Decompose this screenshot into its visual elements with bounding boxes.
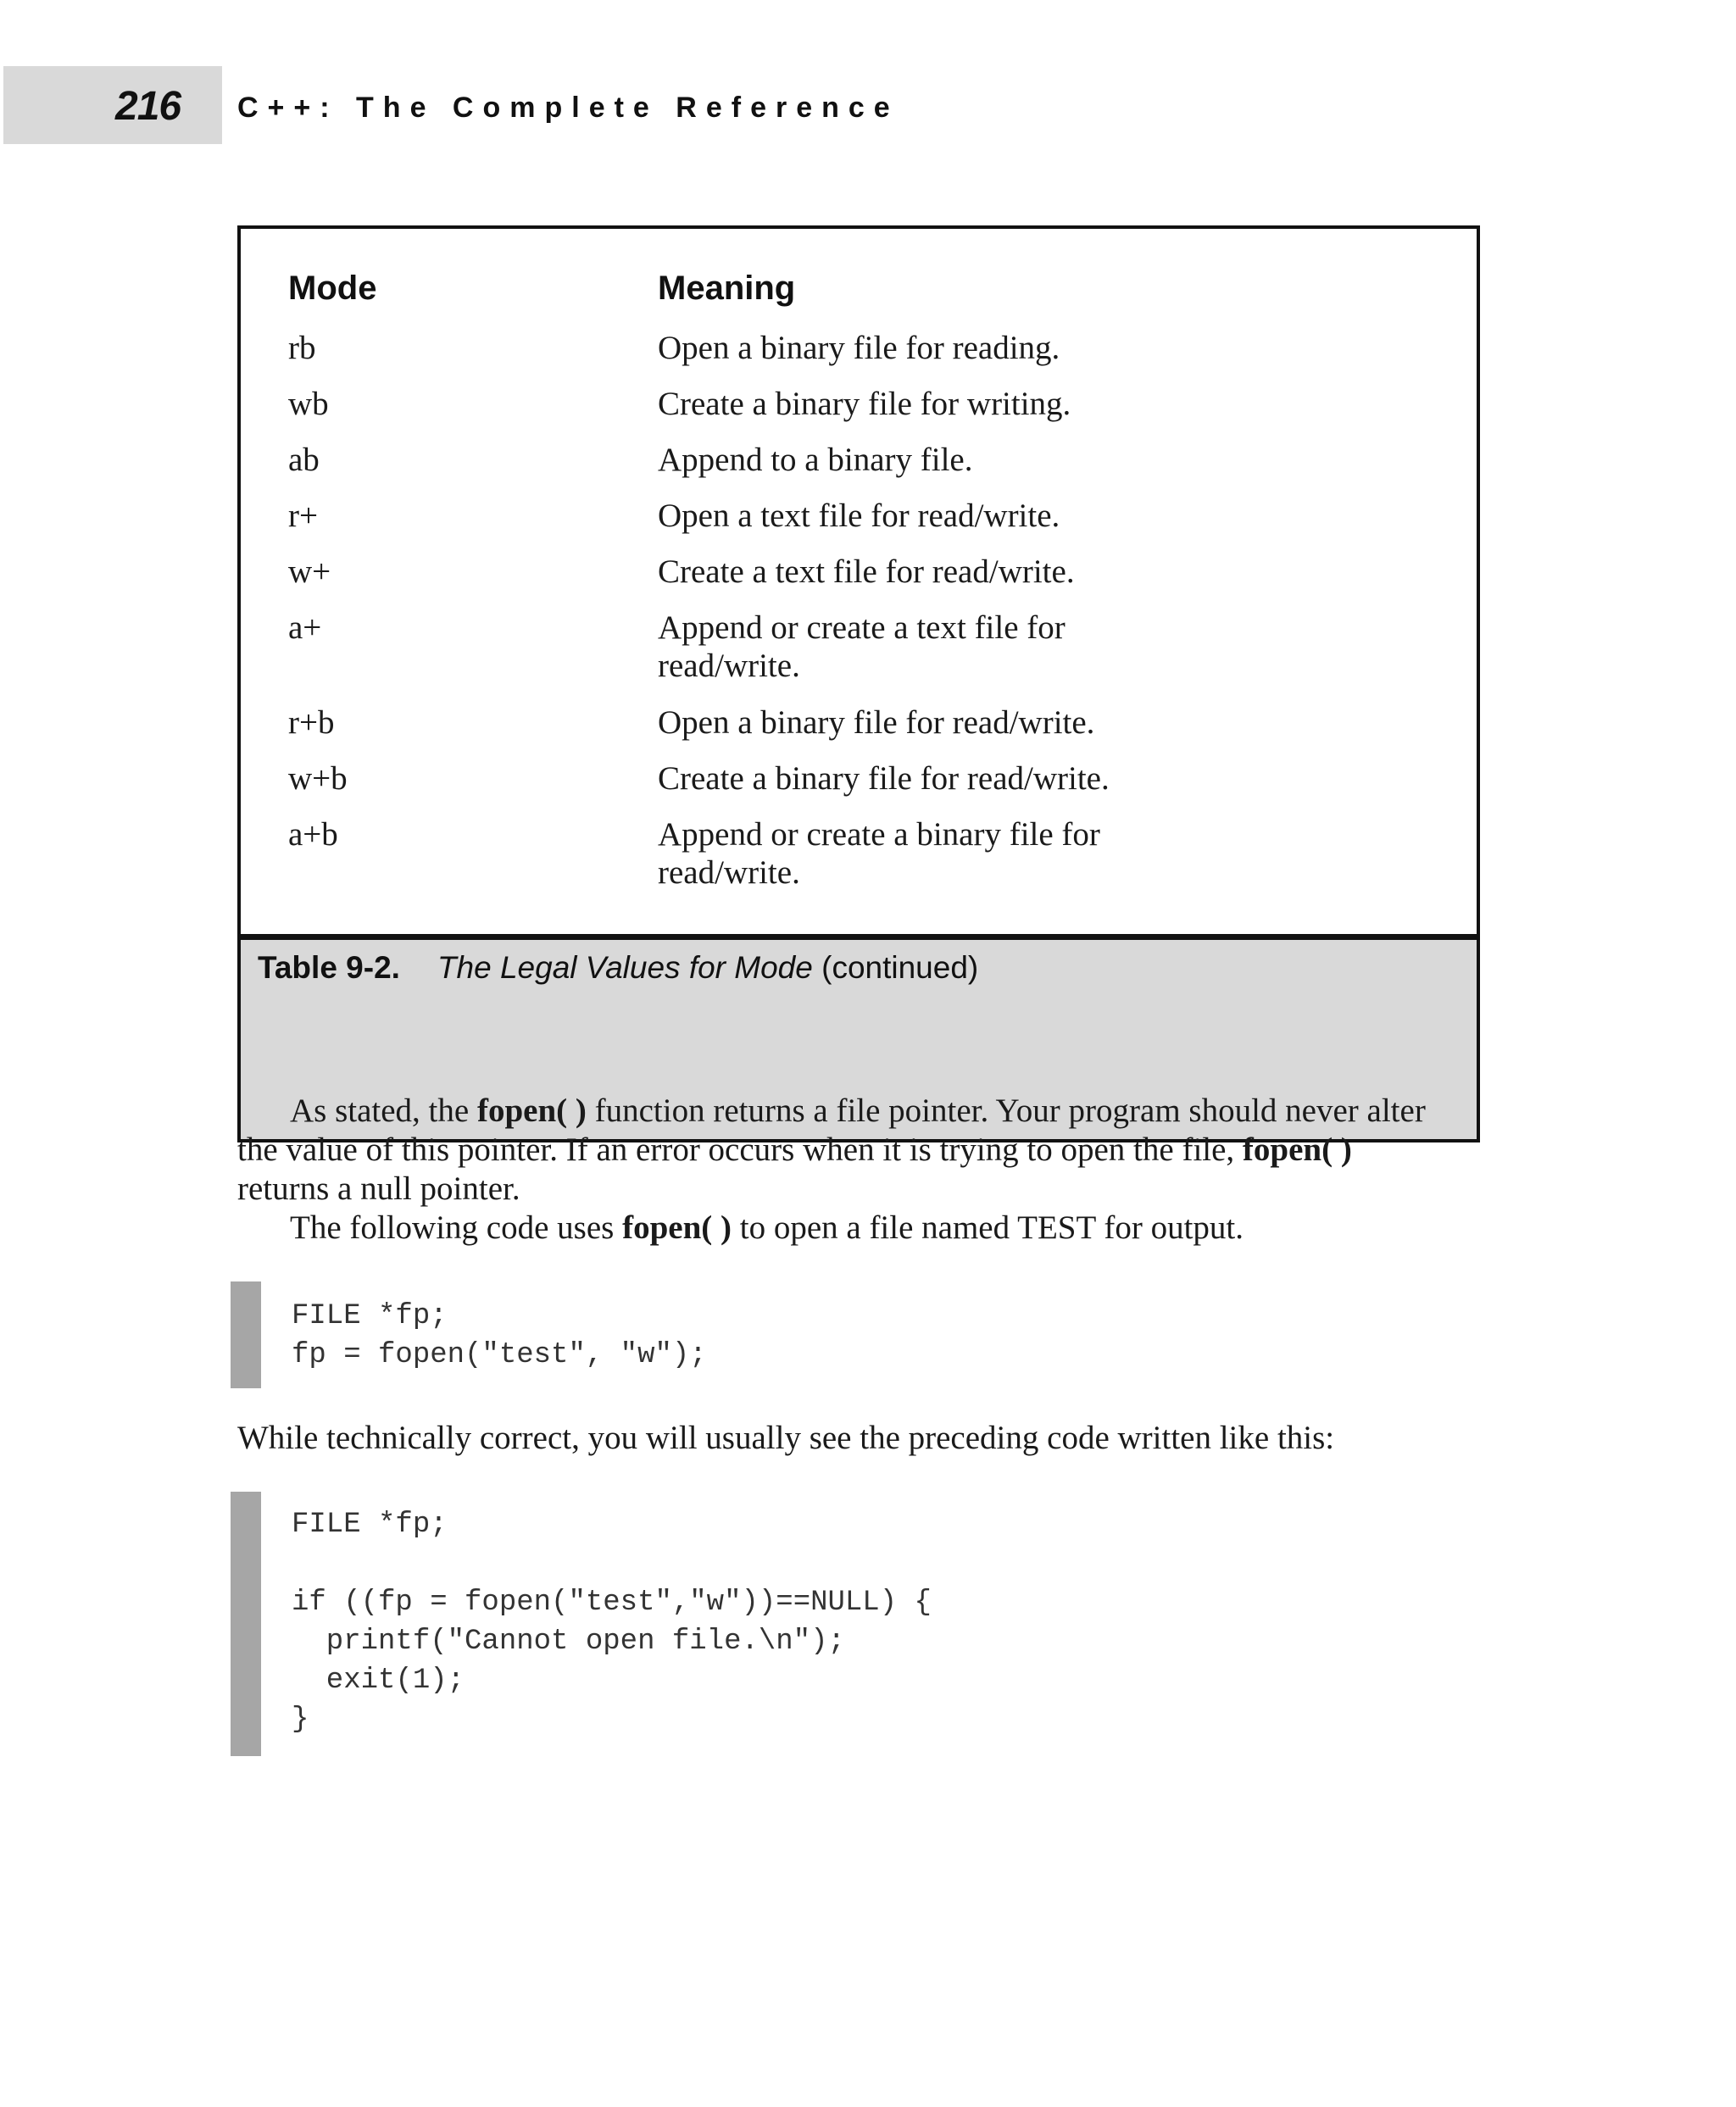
page-number-tab bbox=[3, 66, 222, 144]
code-block bbox=[231, 1492, 1248, 1756]
table-caption-label: Table 9-2. bbox=[258, 950, 400, 985]
mode-cell: w+b bbox=[288, 760, 348, 797]
page-number: 216 bbox=[115, 84, 181, 129]
meaning-cell: Open a binary file for reading. bbox=[658, 330, 1060, 366]
paragraph-text: function returns a file pointer. Your program should never alter the value of this pointer. If an error occurs when it is trying to open the file, bbox=[237, 1092, 1426, 1168]
paragraph-text: to open a file named TEST for output. bbox=[731, 1209, 1244, 1246]
table-caption-title: The Legal Values for Mode bbox=[437, 950, 813, 985]
code-lines bbox=[292, 1297, 707, 1375]
mode-cell: a+ bbox=[288, 609, 322, 646]
code-line: printf("Cannot open file.\n"); bbox=[292, 1626, 845, 1658]
mode-cell: a+b bbox=[288, 816, 338, 853]
code-line: } bbox=[292, 1704, 309, 1736]
code-margin-bar bbox=[231, 1281, 261, 1388]
meaning-cell: Create a binary file for read/write. bbox=[658, 760, 1110, 797]
paragraph: While technically correct, you will usually see the preceding code written like this: bbox=[237, 1420, 1335, 1456]
mode-cell: wb bbox=[288, 386, 329, 422]
column-header-meaning: Meaning bbox=[658, 270, 796, 307]
paragraph bbox=[237, 1209, 1441, 1248]
running-head: C++: The Complete Reference bbox=[237, 92, 899, 124]
paragraph-text: As stated, the bbox=[290, 1092, 477, 1129]
meaning-cell: Append or create a binary file for read/write. bbox=[658, 816, 1100, 891]
paragraph-text: returns a null pointer. bbox=[237, 1170, 520, 1207]
mode-cell: r+b bbox=[288, 704, 335, 741]
paragraph bbox=[237, 1092, 1441, 1209]
function-name: fopen( ) bbox=[622, 1209, 732, 1246]
code-line: exit(1); bbox=[292, 1665, 465, 1697]
code-line bbox=[292, 1544, 932, 1583]
table-caption bbox=[258, 950, 978, 986]
meaning-cell: Open a binary file for read/write. bbox=[658, 704, 1095, 741]
mode-cell: r+ bbox=[288, 498, 318, 534]
meaning-cell: Open a text file for read/write. bbox=[658, 498, 1060, 534]
meaning-cell: Append or create a text file for read/write. bbox=[658, 609, 1066, 684]
code-block bbox=[231, 1281, 1248, 1388]
mode-cell: ab bbox=[288, 442, 320, 478]
code-line: FILE *fp; bbox=[292, 1300, 448, 1332]
code-line: if ((fp = fopen("test","w"))==NULL) { bbox=[292, 1587, 932, 1619]
meaning-cell: Create a text file for read/write. bbox=[658, 553, 1075, 590]
paragraph-text: The following code uses bbox=[290, 1209, 623, 1246]
meaning-cell: Create a binary file for writing. bbox=[658, 386, 1071, 422]
table-caption-suffix: (continued) bbox=[812, 950, 979, 985]
meaning-cell: Append to a binary file. bbox=[658, 442, 973, 478]
code-line: fp = fopen("test", "w"); bbox=[292, 1339, 707, 1371]
code-line: FILE *fp; bbox=[292, 1509, 448, 1541]
mode-table bbox=[237, 225, 1480, 1142]
table-body bbox=[241, 229, 1477, 934]
column-header-mode: Mode bbox=[288, 270, 377, 307]
function-name: fopen( ) bbox=[476, 1092, 587, 1129]
body-paragraphs bbox=[237, 1092, 1441, 1248]
code-margin-bar bbox=[231, 1492, 261, 1756]
mode-cell: w+ bbox=[288, 553, 331, 590]
code-lines bbox=[292, 1505, 932, 1739]
mode-cell: rb bbox=[288, 330, 316, 366]
function-name: fopen( ) bbox=[1242, 1131, 1352, 1168]
